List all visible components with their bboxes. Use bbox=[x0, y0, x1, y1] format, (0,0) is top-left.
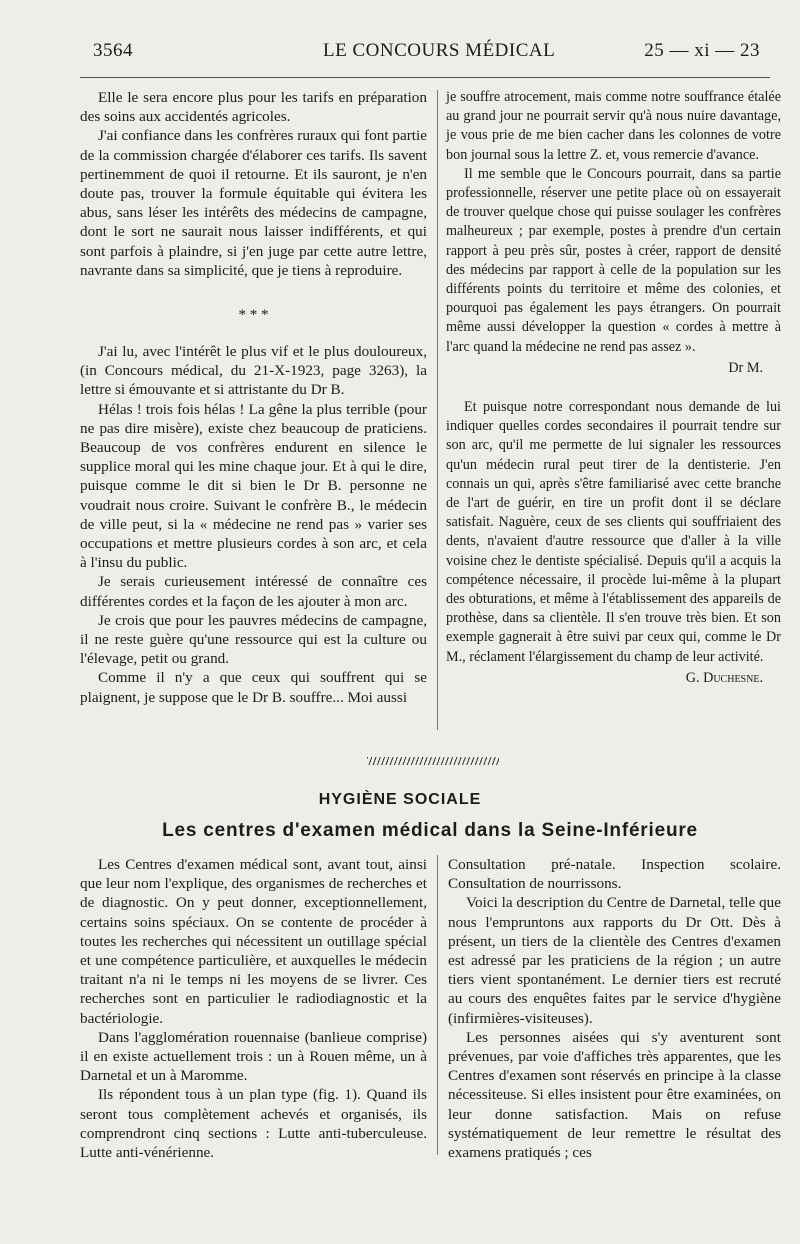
paragraph: Consultation pré-natale. Inspection scolaire. Consultation de nourrissons. bbox=[448, 856, 781, 893]
paragraph: Je crois que pour les pauvres médecins de campagne, il ne reste guère qu'une ressource qui est la culture ou l'élevage, petit ou grand. bbox=[80, 611, 427, 668]
letter-signature: Dr M. bbox=[728, 359, 763, 376]
right-column-top bbox=[446, 88, 781, 688]
paragraph: Les Centres d'examen médical sont, avant tout, ainsi que leur nom l'explique, des organismes de recherches et de diagnostic. On y peut donner, exceptionnellement, certains soins spéciaux. On se contente de procéder à toutes les recherches qui nécessitent un outillage spécial et une compétence particulière, et auxquelles le médecin traitant n'a ni le temps ni les moyens de se livrer. Ces recherches sont en particulier le radiodiagnostic et la bactériologie. bbox=[80, 856, 427, 1027]
left-column-bottom bbox=[80, 855, 427, 1162]
paragraph: Hélas ! trois fois hélas ! La gêne la plus terrible (pour ne pas dire misère), existe chez beaucoup de praticiens. Beaucoup de vos confrères endurent en silence le supplice moral qui les mine chaque jour. Et à qui le dire, puisque comme le dit si bien le Dr B. personne ne voudrait nous croire. Suivant le confrère B., le médecin de ville peut, si la « médecine ne rend pas » varier ses occupations et mettre plusieurs cordes à son arc, et cela à l'insu du public. bbox=[80, 400, 427, 572]
column-divider bbox=[437, 90, 438, 730]
paragraph: Comme il n'y a que ceux qui souffrent qui se plaignent, je suppose que le Dr B. souffre... Moi aussi bbox=[80, 669, 427, 706]
right-column-bottom bbox=[448, 855, 781, 1162]
paragraph: Elle le sera encore plus pour les tarifs en préparation des soins aux accidentés agricoles. bbox=[80, 89, 427, 126]
paragraph: Les personnes aisées qui s'y aventurent sont prévenues, par voie d'affiches très apparentes, que les Centres d'examen sont réservés en principe à la classe nécessiteuse. Si elles insistent pour être examinées, on leur donne satisfaction. Mais on refuse systématiquement de leur remettre le résultat des examens pratiqués ; ces bbox=[448, 1028, 781, 1162]
paragraph: Dans l'agglomération rouennaise (banlieue comprise) il en existe actuellement trois : un à Rouen même, un à Darnetal et un à Maromme. bbox=[80, 1028, 427, 1085]
journal-title: LE CONCOURS MÉDICAL bbox=[323, 40, 556, 61]
paragraph: Il me semble que le Concours pourrait, dans sa partie professionnelle, réserver une petite place où on essayerait de trouver quelque chose qui puisse soulager les confrères malheureux ; par exemple, postes à prendre d'un certain rapport à peu près sûr, postes à créer, rapport de densité des médecins par rapport à celle de la population sur les différents points du territoire et même des colonies, et pourquoi pas également les pays étrangers. On pourrait même aussi développer la question « cordes à mettre à l'arc quand la médecine ne rend pas assez ». bbox=[446, 165, 781, 355]
ornament-divider bbox=[367, 757, 499, 765]
asterism-divider: * * * bbox=[238, 307, 269, 324]
issue-date: 25 — xi — 23 bbox=[644, 40, 760, 61]
paragraph: Je serais curieusement intéressé de connaître ces différentes cordes et la façon de les ajouter à mon arc. bbox=[80, 573, 427, 610]
paragraph: J'ai confiance dans les confrères ruraux qui font partie de la commission chargée d'élaborer ces tarifs. Ils savent pertinemment de quoi il retourne. Et ils sauront, je n'en doute pas, trouver la formule équitable qui évitera les abus, sans léser les intérêts des médecins de campagne, dont le sort ne saurait nous laisser indifférents, et qui sont parfois à plaindre, si j'en juge par cette autre lettre, navrante dans sa simplicité, que je tiens à reproduire. bbox=[80, 127, 427, 279]
column-divider bbox=[437, 855, 438, 1155]
article-title: Les centres d'examen médical dans la Seine-Inférieure bbox=[162, 820, 698, 841]
paragraph: Voici la description du Centre de Darnetal, telle que nous l'empruntons aux rapports du Dr Ott. Dès à présent, un tiers de la clientèle des Centres d'examen est adressé par les praticiens de la région ; un autre tiers vient spontanément. Le dernier tiers est recruté au cours des enquêtes faites par le service d'hygiène (infirmières-visiteuses). bbox=[448, 894, 781, 1027]
paragraph: Et puisque notre correspondant nous demande de lui indiquer quelles cordes secondaires il pourrait tendre sur son arc, qu'il me permette de lui signaler les ressources qu'un médecin rural peut tirer de la dentisterie. J'en connais un qui, après s'être familiarisé avec cette branche de l'art de guérir, en tire un profit dont il se déclare satisfait. Naguère, ceux de ses clients qui souffriaient des dents, n'avaient d'autre ressource que d'aller à la ville voisine chez le dentiste spécialisé. Depuis qu'il a acquis la compétence nécessaire, il procède lui-même à la plupart des obturations, et même à l'établissement des appareils de prothèse, dans sa clientèle. Il s'en trouve très bien. Et son exemple gagnerait à être suivi par ceux qui, comme le Dr M., réclament l'élargissement du champ de leur activité. bbox=[446, 399, 781, 665]
left-column-top bbox=[80, 88, 427, 707]
author-signature: G. Duchesne. bbox=[685, 669, 763, 686]
page-number: 3564 bbox=[93, 40, 133, 61]
page-header bbox=[93, 40, 776, 70]
header-rule bbox=[80, 77, 770, 78]
paragraph: je souffre atrocement, mais comme notre souffrance étalée au grand jour ne pourrait servir qu'à nous nuire davantage, je vous prie de me bien cacher dans les colonnes de votre bon journal sous la lettre Z. et, vous remercie d'avance. bbox=[446, 89, 781, 163]
paragraph: Ils répondent tous à un plan type (fig. 1). Quand ils seront tous complètement achevés et organisés, ils comprendront cinq sections : Lutte anti-tuberculeuse. Lutte anti-vénérienne. bbox=[80, 1086, 427, 1162]
section-title: HYGIÈNE SOCIALE bbox=[318, 791, 482, 808]
paragraph: J'ai lu, avec l'intérêt le plus vif et le plus douloureux, (in Concours médical, du 21-X-1923, page 3263), la lettre si émouvante et si attristante du Dr B. bbox=[80, 343, 427, 399]
